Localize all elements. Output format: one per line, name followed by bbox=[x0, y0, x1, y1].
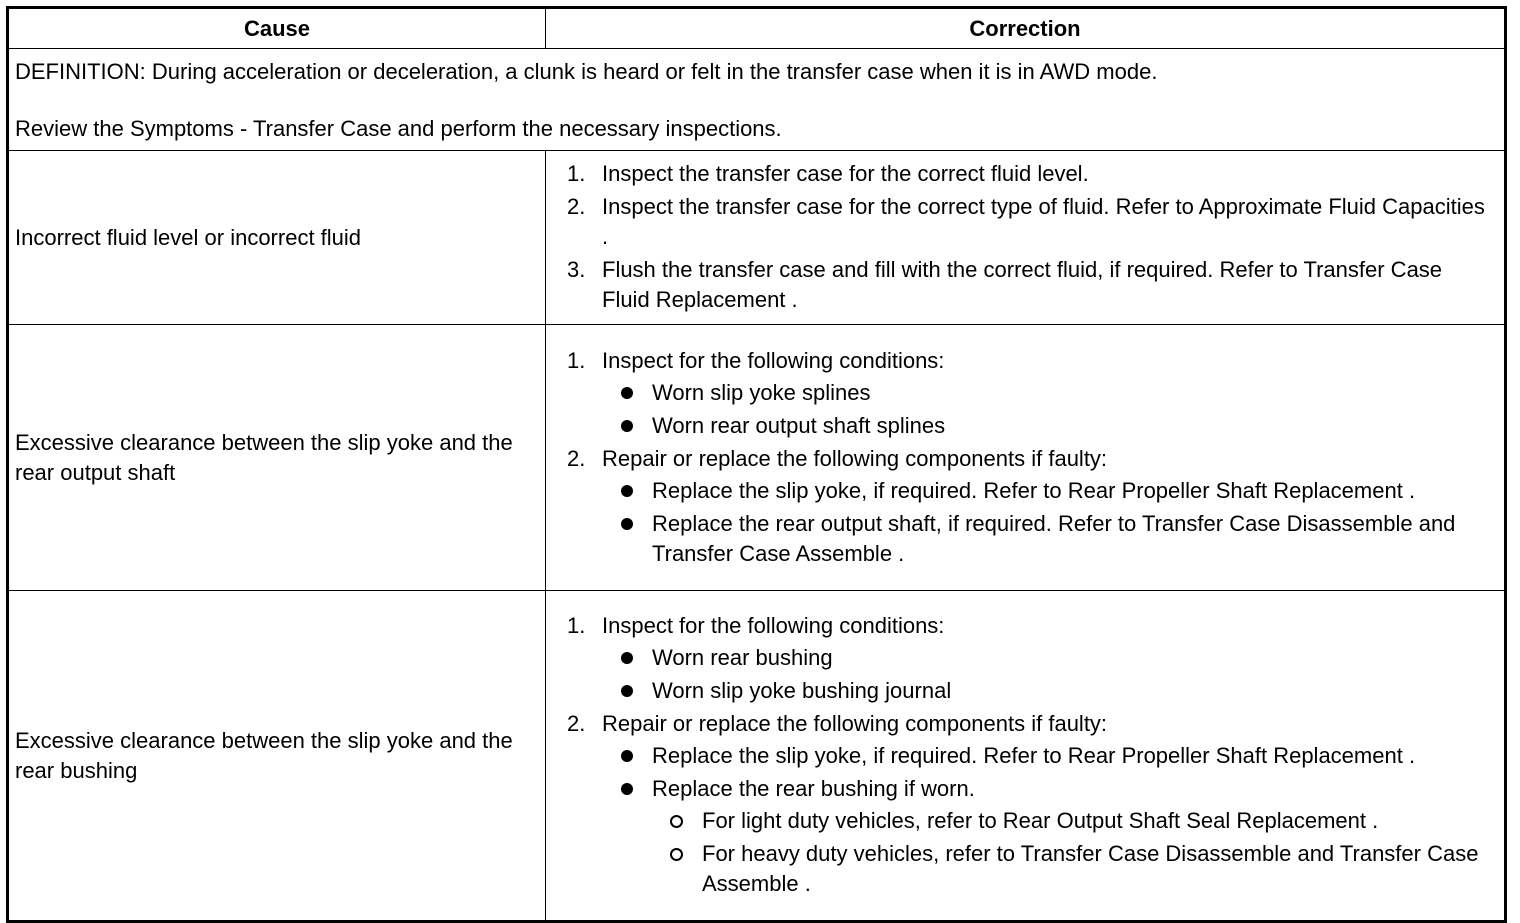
bullet-item bbox=[602, 509, 1494, 569]
step-text: Flush the transfer case and fill with the correct fluid, if required. Refer to Transfer Case Fluid Replacement . bbox=[602, 257, 1443, 312]
step-item bbox=[563, 159, 1494, 189]
bullet-icon bbox=[621, 783, 633, 795]
bullet-text: Worn rear output shaft splines bbox=[652, 412, 946, 438]
bullet-text: Worn slip yoke bushing journal bbox=[652, 678, 952, 703]
step-item bbox=[563, 346, 1494, 441]
bullet-icon bbox=[621, 685, 633, 697]
sub-bullet-text: For heavy duty vehicles, refer to Transfer Case Disassemble and Transfer Case Assemble . bbox=[702, 841, 1479, 896]
bullet-item bbox=[602, 411, 1494, 441]
bullet-item bbox=[602, 476, 1494, 506]
bullet-item bbox=[602, 741, 1494, 771]
bullet-icon bbox=[621, 652, 633, 664]
bullet-list bbox=[602, 741, 1494, 899]
cause-cell: Excessive clearance between the slip yoke and the rear bushing bbox=[8, 591, 546, 922]
correction-cell bbox=[546, 591, 1506, 922]
sub-bullet-item bbox=[652, 806, 1494, 836]
step-item bbox=[563, 611, 1494, 706]
correction-header: Correction bbox=[546, 8, 1506, 49]
review-text: Review the Symptoms - Transfer Case and perform the necessary inspections. bbox=[15, 116, 782, 141]
bullet-text: Replace the slip yoke, if required. Refer to Rear Propeller Shaft Replacement . bbox=[652, 743, 1416, 768]
bullet-icon bbox=[621, 750, 633, 762]
bullet-list bbox=[602, 476, 1494, 569]
step-text: Repair or replace the following components if faulty: bbox=[602, 711, 1108, 736]
bullet-text: Replace the rear bushing if worn. bbox=[652, 776, 975, 801]
correction-cell bbox=[546, 151, 1506, 325]
step-list bbox=[563, 346, 1494, 569]
step-number: 2. bbox=[567, 194, 586, 219]
step-text: Inspect for the following conditions: bbox=[602, 347, 945, 373]
step-number: 2. bbox=[567, 445, 586, 471]
bullet-text: Worn rear bushing bbox=[652, 645, 833, 670]
bullet-list bbox=[602, 378, 1494, 441]
bullet-item bbox=[602, 676, 1494, 706]
sub-bullet-list bbox=[652, 806, 1494, 899]
step-text: Inspect the transfer case for the correct fluid level. bbox=[602, 161, 1089, 186]
definition-text: DEFINITION: During acceleration or deceleration, a clunk is heard or felt in the transfer case when it is in AWD mode. bbox=[15, 59, 1158, 84]
definition-cell bbox=[8, 49, 1506, 151]
diagnostic-table bbox=[6, 6, 1507, 923]
bullet-icon bbox=[621, 420, 633, 432]
bullet-item bbox=[602, 378, 1494, 408]
table-row bbox=[8, 151, 1506, 325]
bullet-list bbox=[602, 643, 1494, 706]
circle-bullet-icon bbox=[670, 848, 683, 861]
step-item bbox=[563, 192, 1494, 252]
step-number: 1. bbox=[567, 347, 586, 373]
step-text: Inspect the transfer case for the correct type of fluid. Refer to Approximate Fluid Capacities . bbox=[602, 194, 1485, 249]
bullet-item bbox=[602, 774, 1494, 899]
step-text: Repair or replace the following components if faulty: bbox=[602, 445, 1108, 471]
table-row bbox=[8, 591, 1506, 922]
bullet-icon bbox=[621, 485, 633, 497]
cause-cell: Excessive clearance between the slip yoke and the rear output shaft bbox=[8, 325, 546, 591]
bullet-icon bbox=[621, 518, 633, 530]
circle-bullet-icon bbox=[670, 815, 683, 828]
correction-cell bbox=[546, 325, 1506, 591]
step-list bbox=[563, 159, 1494, 315]
step-item bbox=[563, 255, 1494, 315]
header-row bbox=[8, 8, 1506, 49]
cause-header: Cause bbox=[8, 8, 546, 49]
step-number: 1. bbox=[567, 613, 586, 638]
step-number: 1. bbox=[567, 161, 586, 186]
bullet-text: Replace the slip yoke, if required. Refer to Rear Propeller Shaft Replacement . bbox=[652, 477, 1416, 503]
step-number: 3. bbox=[567, 257, 586, 282]
step-number: 2. bbox=[567, 711, 586, 736]
sub-bullet-text: For light duty vehicles, refer to Rear Output Shaft Seal Replacement . bbox=[702, 808, 1379, 833]
step-list bbox=[563, 611, 1494, 899]
bullet-icon bbox=[621, 387, 633, 399]
sub-bullet-item bbox=[652, 839, 1494, 899]
bullet-text: Replace the rear output shaft, if required. Refer to Transfer Case Disassemble and Transfer Case Assemble . bbox=[652, 510, 1456, 566]
step-item bbox=[563, 444, 1494, 569]
definition-row bbox=[8, 49, 1506, 151]
cause-cell: Incorrect fluid level or incorrect fluid bbox=[8, 151, 546, 325]
bullet-item bbox=[602, 643, 1494, 673]
step-item bbox=[563, 709, 1494, 899]
bullet-text: Worn slip yoke splines bbox=[652, 379, 871, 405]
table-row bbox=[8, 325, 1506, 591]
step-text: Inspect for the following conditions: bbox=[602, 613, 945, 638]
